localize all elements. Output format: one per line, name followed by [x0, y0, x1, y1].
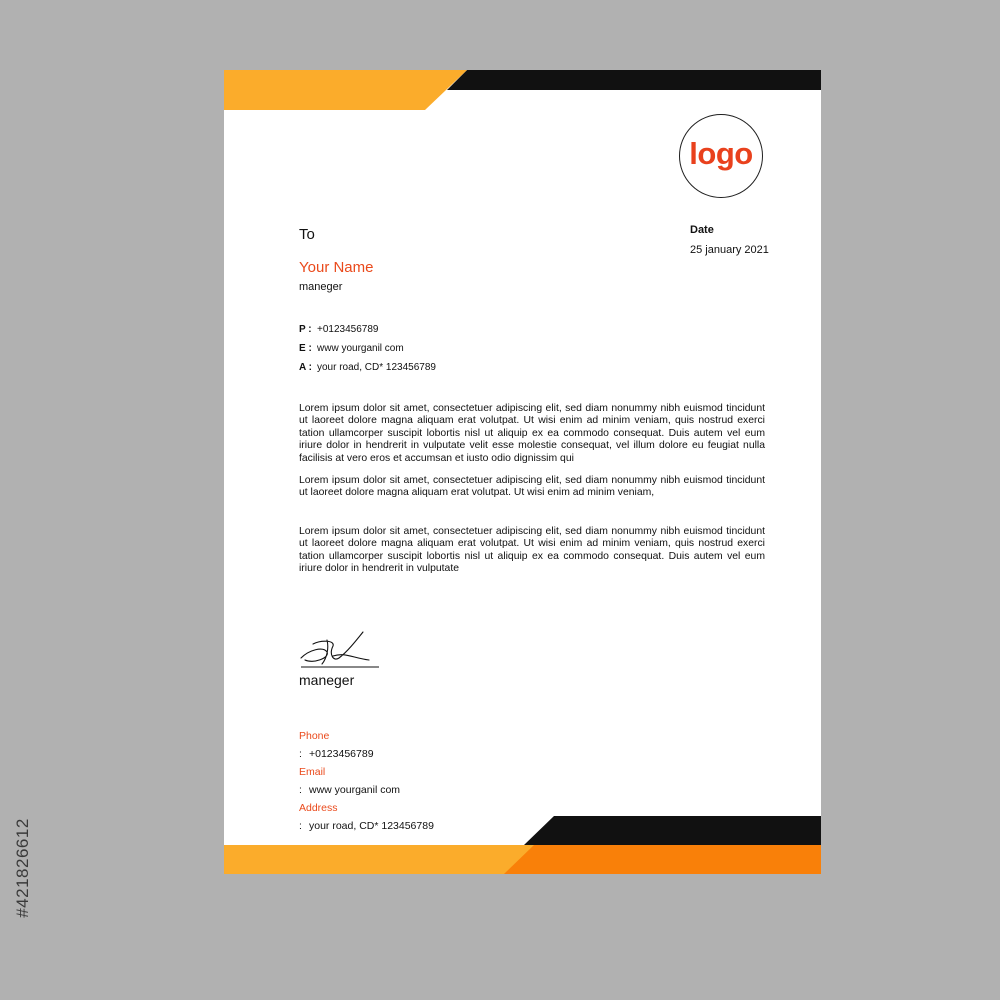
contact-value-address: your road, CD* 123456789 — [317, 362, 436, 373]
header-band-black — [447, 70, 821, 90]
contact-key-phone: P : — [299, 324, 312, 335]
stock-id-text: #421826612 — [13, 818, 32, 918]
footer-address-row: : your road, CD* 123456789 — [299, 820, 434, 832]
logo-text: logo — [689, 136, 753, 171]
footer-address-label: Address — [299, 802, 338, 814]
signature-name: maneger — [299, 672, 355, 688]
date-block — [690, 224, 769, 256]
logo-badge — [679, 114, 763, 198]
letterhead-page — [224, 70, 821, 874]
body-paragraph: Lorem ipsum dolor sit amet, consectetuer adipiscing elit, sed diam nonummy nibh euismod tincidunt ut laoreet dolore magna aliquam erat volutpat. Ut wisi enim ad minim veniam, quis nostrud exerci tation ullamcorper suscipit lobortis nisl ut aliquip ex ea commodo consequat. Duis autem vel eum iriure dolor in hendrerit in vulputate velit esse molestie consequat, vel illum dolore eu feugiat nulla facilisis at vero eros et accumsan et iusto odio dignissim qui — [299, 403, 765, 464]
body-paragraph: Lorem ipsum dolor sit amet, consectetuer adipiscing elit, sed diam nonummy nibh euismod tincidunt ut laoreet dolore magna aliquam erat volutpat. Ut wisi enim ad minim veniam, quis nostrud exerci tation ullamcorper suscipit lobortis nisl ut aliquip ex ea commodo consequat. Duis autem vel eum iriure dolor in hendrerit in vulputate — [299, 525, 765, 575]
footer-address-value: your road, CD* 123456789 — [309, 820, 434, 832]
signature-scribble — [299, 630, 389, 674]
contact-value-email: www yourganil com — [317, 343, 404, 354]
recipient-name: Your Name — [299, 259, 374, 276]
to-label: To — [299, 226, 315, 243]
footer-email-value: www yourganil com — [309, 784, 401, 796]
footer-band — [224, 816, 821, 874]
recipient-role: maneger — [299, 281, 343, 293]
stock-id-watermark — [13, 768, 33, 968]
footer-band-orange — [504, 845, 821, 874]
contact-row-phone — [299, 324, 436, 343]
contact-key-email: E : — [299, 343, 312, 354]
header-band — [224, 70, 821, 116]
contact-row-address — [299, 362, 436, 381]
date-label: Date — [690, 224, 714, 236]
footer-email-row: : www yourganil com — [299, 784, 401, 796]
body-paragraph: Lorem ipsum dolor sit amet, consectetuer adipiscing elit, sed diam nonummy nibh euismod tincidunt ut laoreet dolore magna aliquam erat volutpat. Ut wisi enim ad minim veniam, — [299, 475, 765, 499]
letter-body — [299, 403, 765, 575]
footer-band-black — [524, 816, 821, 845]
footer-phone-label: Phone — [299, 730, 330, 742]
contact-value-phone: +0123456789 — [317, 324, 379, 335]
contact-row-email — [299, 343, 436, 362]
footer-email-label: Email — [299, 766, 326, 778]
header-band-yellow — [224, 70, 467, 110]
footer-phone-value: +0123456789 — [309, 748, 374, 760]
contact-key-address: A : — [299, 362, 312, 373]
recipient-contacts — [299, 324, 436, 381]
footer-phone-row: : +0123456789 — [299, 748, 374, 760]
date-value: 25 january 2021 — [690, 244, 769, 256]
